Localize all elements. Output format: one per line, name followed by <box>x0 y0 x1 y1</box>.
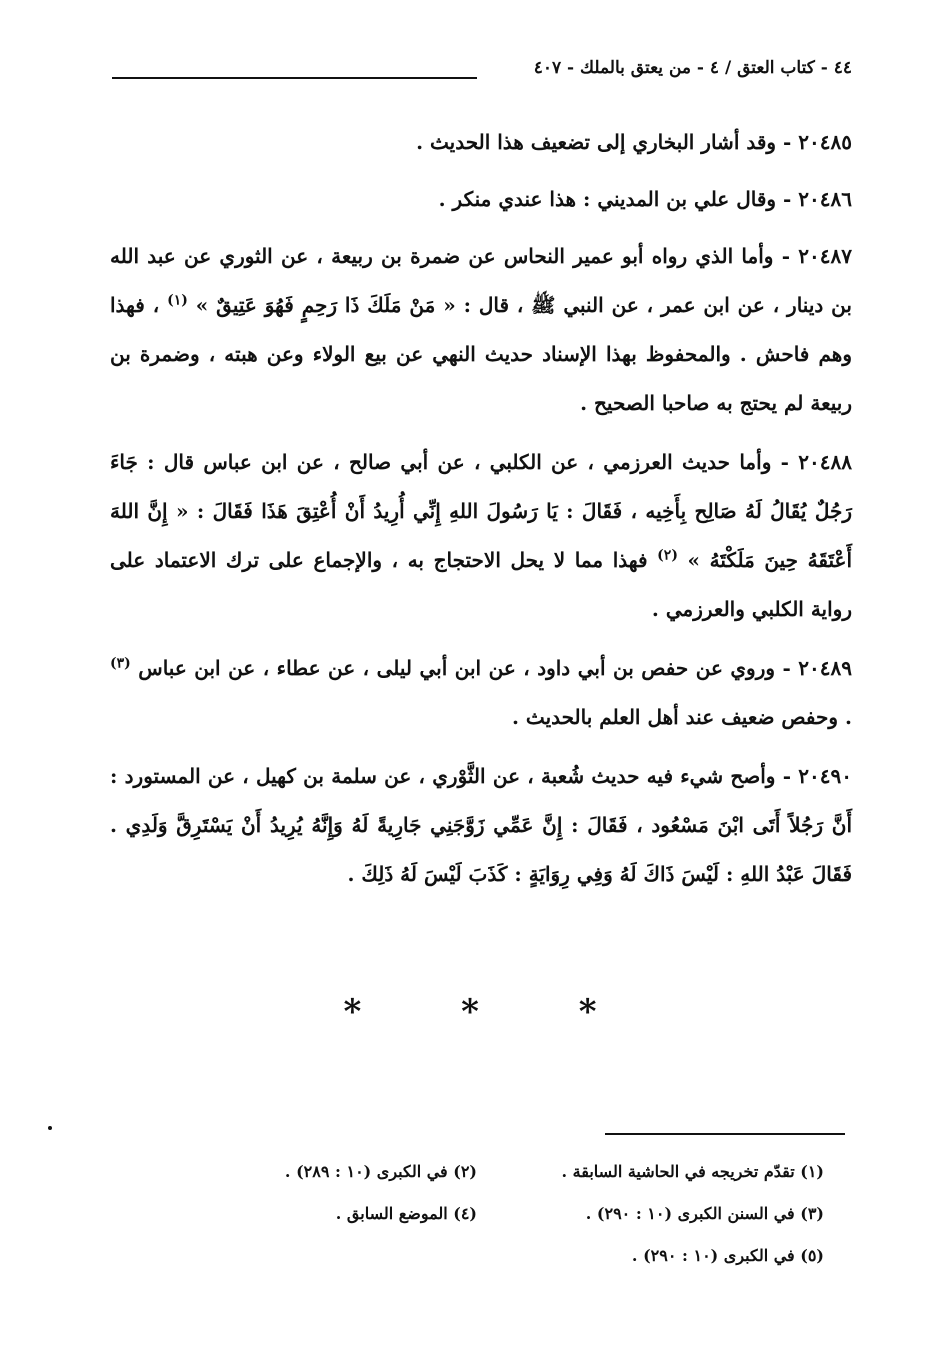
paragraph-text: ٢٠٤٨٧ - وأما الذي رواه أبو عمير النحاس عن ضمرة بن ربيعة ، عن الثوري عن عبد الله بن دينار ، عن ابن عمر ، عن النبي ﷺ ، قال : « مَنْ مَلَكَ ذَا رَحِمٍ فَهُوَ عَتِيقٌ » <box>110 244 852 317</box>
footnote-rule <box>605 1133 845 1135</box>
paragraph-text: . وحفص ضعيف عند أهل العلم بالحديث . <box>512 705 852 729</box>
paragraph-text: فهذا مما لا يحل الاحتجاج به ، والإجماع على ترك الاعتماد على رواية الكلبي والعرزمي . <box>110 548 852 621</box>
paragraph-text: ٢٠٤٨٨ - وأما حديث العرزمي ، عن الكلبي ، عن أبي صالح ، عن ابن عباس قال : جَاءَ رَجُلٌ يُقَالُ لَهُ صَالِح بِأَخِيه ، فَقَالَ : يَا رَسُولَ اللهِ إِنِّي أُرِيدُ أَنْ أُعْتِقَ هَذَا فَقَالَ : « إِنَّ اللهَ أَعْتَقَهُ حِينَ مَلَكْتَهُ » <box>110 450 852 572</box>
footnote-row <box>130 1150 824 1192</box>
footnote-5: (٥) في الكبرى (١٠ : ٢٩٠) . <box>631 1245 824 1265</box>
separator-stars: * * * <box>343 992 641 1032</box>
paragraph-text: ٢٠٤٨٦ - وقال علي بن المديني : هذا عندي منكر . <box>438 187 852 211</box>
page-header <box>112 58 852 94</box>
footnote-ref[interactable]: (٢) <box>657 547 678 564</box>
footnote-row <box>130 1192 824 1234</box>
paragraph-2489 <box>110 644 852 742</box>
paragraph-text: ٢٠٤٨٩ - وروي عن حفص بن أبي داود ، عن ابن أبي ليلى ، عن عطاء ، عن ابن عباس <box>138 656 852 680</box>
footnote-row <box>130 1234 824 1276</box>
running-title: ٤٤ - كتاب العتق / ٤ - من يعتق بالملك - ٤٠٧ <box>533 58 852 78</box>
footnotes <box>130 1150 824 1276</box>
footnote-3: (٣) في السنن الكبرى (١٠ : ٢٩٠) . <box>585 1203 824 1223</box>
paragraph-2488 <box>110 438 852 634</box>
paragraph-2485 <box>110 118 852 167</box>
paragraph-2487 <box>110 232 852 428</box>
header-rule <box>112 77 477 79</box>
footnote-2: (٢) في الكبرى (١٠ : ٢٨٩) . <box>284 1161 477 1181</box>
footnote-ref[interactable]: (٣) <box>110 655 131 672</box>
footnote-1: (١) تقدّم تخريجه في الحاشية السابقة . <box>561 1161 824 1181</box>
footnote-ref[interactable]: (١) <box>167 292 188 309</box>
paragraph-2486 <box>110 175 852 224</box>
paragraph-text: ، فهذا وهم فاحش . والمحفوظ بهذا الإسناد حديث النهي عن بيع الولاء وعن هبته ، وضمرة بن ربيعة لم يحتج به صاحبا الصحيح . <box>110 293 852 415</box>
scan-speck <box>48 1126 52 1130</box>
main-text <box>110 118 852 909</box>
paragraph-text: ٢٠٤٩٠ - وأصح شيء فيه حديث شُعبة ، عن الثَّوْري ، عن سلمة بن كهيل ، عن المستورد : أَنَّ رَجُلاً أَتَى ابْنَ مَسْعُود ، فَقَالَ : إِنَّ عَمِّي زَوَّجَنِي جَارِيةً لَهُ وَإِنَّهُ يُرِيدُ أَنْ يَسْتَرِقَّ وَلَدِي . فَقَالَ عَبْدُ اللهِ : لَيْسَ ذَاكَ لَهُ وَفِي رِوَايَةٍ : كَذَبَ لَيْسَ لَهُ ذَلِكَ . <box>110 764 852 886</box>
paragraph-text: ٢٠٤٨٥ - وقد أشار البخاري إلى تضعيف هذا الحديث . <box>416 130 852 154</box>
section-separator <box>0 992 940 1032</box>
footnote-4: (٤) الموضع السابق . <box>335 1203 477 1223</box>
paragraph-2490 <box>110 752 852 899</box>
